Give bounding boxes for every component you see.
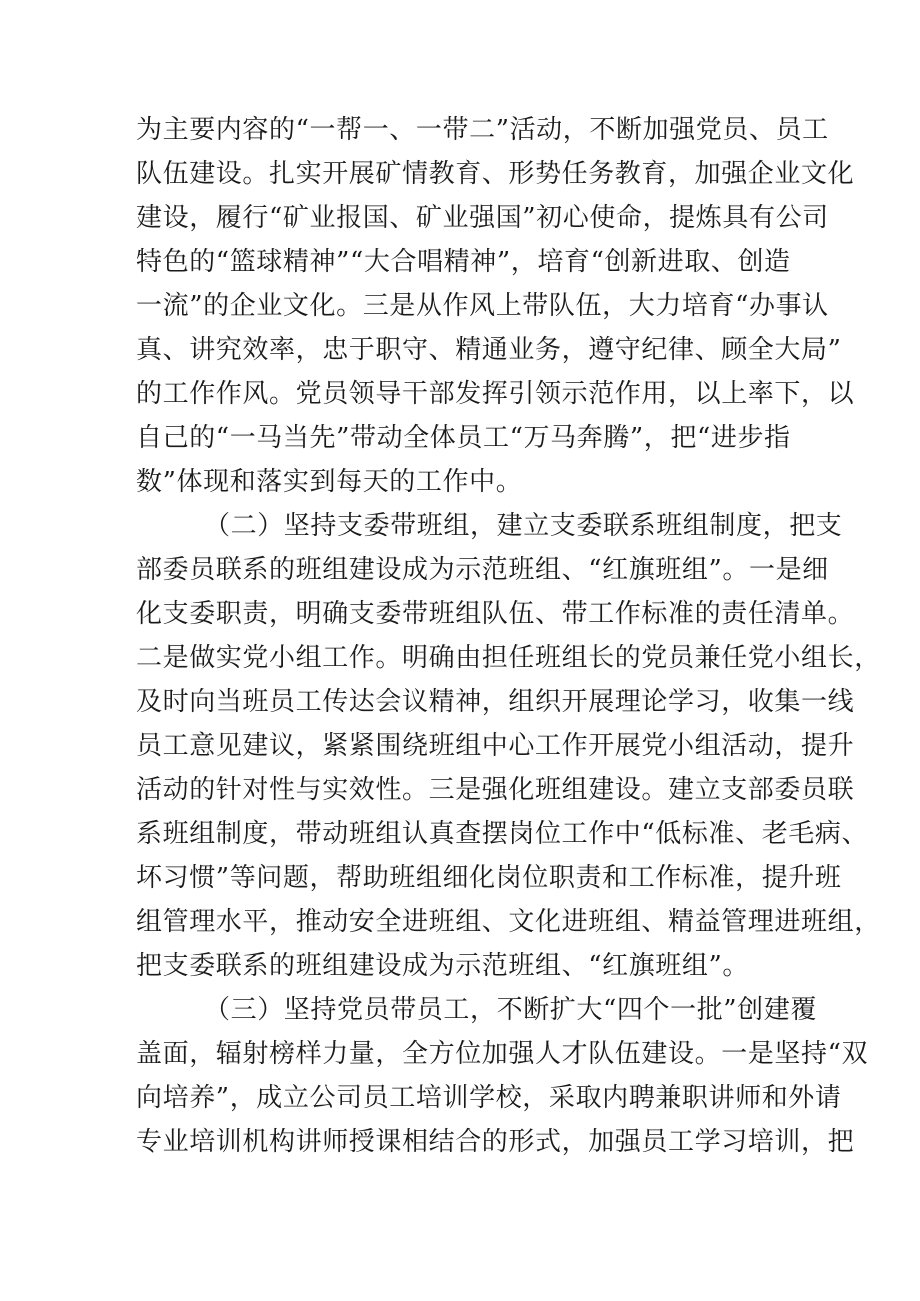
- text-line: 一流”的企业文化。三是从作风上带队伍，大力培育“办事认: [136, 291, 829, 321]
- text-line: 盖面，辐射榜样力量，全方位加强人才队伍建设。一是坚持“双: [136, 1039, 869, 1069]
- text-line: 真、讲究效率，忠于职守、精通业务，遵守纪律、顾全大局”: [136, 335, 842, 365]
- text-line: 数”体现和落实到每天的工作中。: [136, 467, 523, 497]
- text-line: 活动的针对性与实效性。三是强化班组建设。建立支部委员联: [136, 775, 855, 805]
- text-line: 专业培训机构讲师授课相结合的形式，加强员工学习培训，把: [136, 1127, 855, 1157]
- text-line: 二是做实党小组工作。明确由担任班组长的党员兼任党小组长，: [136, 643, 881, 673]
- text-line: 向培养”，成立公司员工培训学校，采取内聘兼职讲师和外请: [136, 1083, 842, 1113]
- text-line: 为主要内容的“一帮一、一带二”活动，不断加强党员、员工: [136, 115, 829, 145]
- text-line: 队伍建设。扎实开展矿情教育、形势任务教育，加强企业文化: [136, 159, 855, 189]
- text-line: 部委员联系的班组建设成为示范班组、“红旗班组”。一是细: [136, 555, 829, 585]
- document-body: [136, 108, 881, 1164]
- text-line: 坏习惯”等问题，帮助班组细化岗位职责和工作标准，提升班: [136, 863, 842, 893]
- text-line: 系班组制度，带动班组认真查摆岗位工作中“低标准、老毛病、: [136, 819, 869, 849]
- paragraph-2: [136, 504, 881, 988]
- text-line: 化支委职责，明确支委带班组队伍、带工作标准的责任清单。: [136, 599, 855, 629]
- text-line: 的工作作风。党员领导干部发挥引领示范作用，以上率下，以: [136, 379, 855, 409]
- text-line: 员工意见建议，紧紧围绕班组中心工作开展党小组活动，提升: [136, 731, 855, 761]
- text-line: 建设，履行“矿业报国、矿业强国”初心使命，提炼具有公司: [136, 203, 829, 233]
- text-line: 自己的“一马当先”带动全体员工“万马奔腾”，把“进步指: [136, 423, 791, 453]
- text-line: 特色的“篮球精神”“大合唱精神”，培育“创新进取、创造: [136, 247, 791, 277]
- text-line-indented: （二）坚持支委带班组，建立支委联系班组制度，把支: [204, 511, 843, 541]
- text-line: 把支委联系的班组建设成为示范班组、“红旗班组”。: [136, 951, 749, 981]
- text-line-indented: （三）坚持党员带员工，不断扩大“四个一批”创建覆: [204, 995, 817, 1025]
- text-line: 组管理水平，推动安全进班组、文化进班组、精益管理进班组，: [136, 907, 881, 937]
- paragraph-3: [136, 988, 869, 1164]
- text-line: 及时向当班员工传达会议精神，组织开展理论学习，收集一线: [136, 687, 855, 717]
- paragraph-1: [136, 108, 855, 504]
